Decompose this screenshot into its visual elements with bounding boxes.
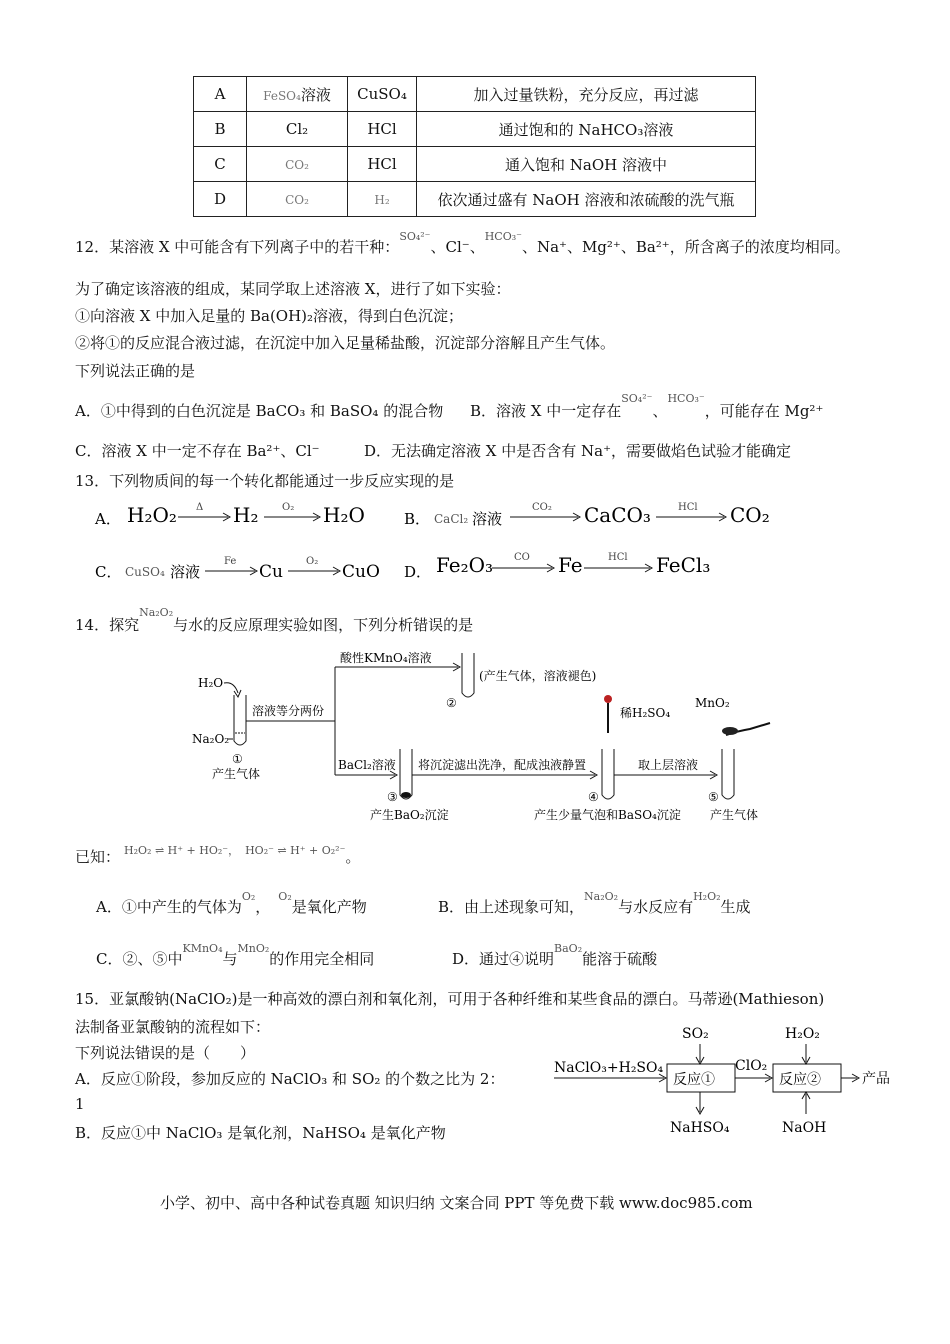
q13-d-mid: Fe — [558, 553, 583, 577]
table-row — [194, 147, 756, 182]
q15-flow-diagram — [552, 1020, 897, 1140]
q12-line4: ②将①的反应混合液过滤，在沉淀中加入足量稀盐酸，沉淀部分溶解且产生气体。 — [75, 334, 616, 352]
substance-cell: CO₂ — [247, 182, 348, 217]
q13-d-reactant: Fe₂O₃ — [436, 553, 494, 577]
q14-stem: 14．探究$^{Na_2O_2}$与水的反应原理实验如图，下列分析错误的是 — [75, 606, 474, 634]
q12-option-c: C．溶液 X 中一定不存在 Ba²⁺、Cl⁻ — [75, 442, 320, 460]
q12-option-d: D．无法确定溶液 X 中是否含有 Na⁺，需要做焰色试验才能确定 — [364, 442, 791, 460]
q13-c-reactant-suffix: 溶液 — [170, 563, 201, 581]
q13-stem: 13．下列物质间的每一个转化都能通过一步反应实现的是 — [75, 472, 455, 490]
q15-line3: 下列说法错误的是（ ） — [75, 1044, 256, 1062]
table-row — [194, 112, 756, 147]
label-split: 溶液等分两份 — [252, 704, 325, 718]
q15-option-b: B．反应①中 NaClO₃ 是氧化剂，NaHSO₄ 是氧化产物 — [75, 1124, 446, 1142]
table-row — [194, 77, 756, 112]
q13-c-cond2: O₂ — [306, 556, 319, 567]
page-footer: 小学、初中、高中各种试卷真题 知识归纳 文案合同 PPT 等免费下载 www.doc985.com — [160, 1194, 753, 1212]
label-upper: 取上层溶液 — [638, 758, 699, 772]
q15-option-a-cont: 1 — [75, 1095, 85, 1113]
q13-label-c: C． — [95, 563, 122, 581]
flow-h2o2: H₂O₂ — [785, 1026, 820, 1042]
dropper-bulb — [604, 695, 612, 703]
label-filter: 将沉淀滤出洗净，配成浊液静置 — [418, 758, 587, 772]
label-obs-2: (产生气体，溶液褪色) — [479, 669, 597, 683]
q13-a-reactant: H₂O₂ — [127, 503, 177, 527]
q14-experiment-diagram — [190, 645, 790, 830]
q13-label-d: D． — [404, 563, 432, 581]
flow-product: 产品 — [862, 1071, 890, 1087]
q13-a-mid: H₂ — [233, 503, 259, 527]
q13-c-mid: Cu — [259, 562, 283, 582]
q14-known: 已知： H₂O₂ ⇌ H⁺ + HO₂⁻， HO₂⁻ ⇌ H⁺ + O₂²⁻。 — [75, 844, 361, 866]
flow-input: NaClO₃+H₂SO₄ — [554, 1060, 664, 1076]
impurity-cell: CuSO₄ — [348, 77, 417, 112]
substance-cell: FeSO₄溶液 — [247, 77, 348, 112]
label-mno2: MnO₂ — [695, 696, 730, 710]
label-obs-3: 产生BaO₂沉淀 — [370, 808, 449, 822]
label-h2o: H₂O — [198, 676, 224, 690]
method-cell: 通入饱和 NaOH 溶液中 — [417, 147, 756, 182]
q12-line5: 下列说法正确的是 — [75, 362, 196, 380]
q13-d-product: FeCl₃ — [656, 553, 711, 577]
q12-option-b: B．溶液 X 中一定存在$^{SO_4^{2-}}$、$^{HCO_3^-}$，可能存在 Mg²⁺ — [470, 392, 824, 420]
q13-b-cond1: CO₂ — [532, 502, 552, 513]
impurity-cell: HCl — [348, 112, 417, 147]
q12-option-a: A．①中得到的白色沉淀是 BaCO₃ 和 BaSO₄ 的混合物 — [75, 402, 444, 420]
q12-stem: 12．某溶液 X 中可能含有下列离子中的若干种：$^{SO_4^{2-}}$、Cl⁻、$^{HCO_3^-}$、Na⁺、Mg²⁺、Ba²⁺，所含离子的浓度均相同。 — [75, 230, 850, 256]
flow-reactor-2: 反应② — [779, 1072, 821, 1088]
impurity-cell: HCl — [348, 147, 417, 182]
q13-c-cond1: Fe — [224, 556, 237, 567]
q14-option-b: B．由上述现象可知，$^{Na_2O_2}$与水反应有$^{H_2O_2}$生成 — [438, 890, 751, 916]
q13-c-reactant: CuSO₄ — [125, 565, 165, 579]
mno2-powder — [722, 727, 738, 735]
q13-a-cond2: O₂ — [282, 502, 295, 513]
q15-option-a: A．反应①阶段，参加反应的 NaClO₃ 和 SO₂ 的个数之比为 2： — [75, 1070, 505, 1088]
flow-nahso4: NaHSO₄ — [670, 1120, 730, 1136]
label-tube-4: ④ — [588, 790, 599, 804]
label-tube-5: ⑤ — [708, 790, 719, 804]
flow-clo2: ClO₂ — [735, 1058, 768, 1074]
test-tube-2 — [462, 653, 474, 697]
q13-a-cond1: Δ — [196, 502, 204, 513]
label-obs-5: 产生气体 — [710, 808, 759, 822]
q15-line2: 法制备亚氯酸钠的流程如下： — [75, 1018, 271, 1036]
test-tube-3 — [400, 749, 412, 799]
impurity-cell: H₂ — [348, 182, 417, 217]
q13-d-cond1: CO — [514, 552, 530, 563]
table-row — [194, 182, 756, 217]
q13-b-product: CO₂ — [730, 503, 770, 527]
q13-b-reactant-suffix: 溶液 — [472, 510, 503, 528]
options-table — [193, 76, 756, 217]
label-tube-1: ① — [232, 752, 243, 766]
q13-b-cond2: HCl — [678, 502, 698, 513]
flow-so2: SO₂ — [682, 1026, 709, 1042]
flow-reactor-1: 反应① — [673, 1072, 715, 1088]
substance-cell: Cl₂ — [247, 112, 348, 147]
test-tube-4 — [602, 749, 614, 799]
q14-option-d: D．通过④说明$^{BaO_2}$能溶于硫酸 — [452, 942, 658, 968]
test-tube-5 — [722, 749, 734, 799]
flow-naoh: NaOH — [782, 1120, 827, 1136]
method-cell: 加入过量铁粉，充分反应，再过滤 — [417, 77, 756, 112]
q13-label-a: A． — [95, 510, 121, 528]
label-obs-4: 产生少量气泡和BaSO₄沉淀 — [534, 808, 681, 822]
label-h2so4: 稀H₂SO₄ — [620, 706, 671, 720]
row-label: B — [194, 112, 247, 147]
substance-cell: CO₂ — [247, 147, 348, 182]
method-cell: 通过饱和的 NaHCO₃溶液 — [417, 112, 756, 147]
q13-options-diagram — [90, 495, 790, 590]
row-label: A — [194, 77, 247, 112]
label-na2o2: Na₂O₂ — [192, 732, 230, 746]
test-tube-1 — [234, 695, 246, 745]
q13-a-product: H₂O — [323, 503, 365, 527]
q15-line1: 15．亚氯酸钠(NaClO₂)是一种高效的漂白剂和氧化剂，可用于各种纤维和某些食品的漂白。马蒂逊(Mathieson) — [75, 990, 825, 1008]
q13-b-mid: CaCO₃ — [584, 503, 651, 527]
label-kmno4: 酸性KMnO₄溶液 — [340, 651, 432, 665]
q13-d-cond2: HCl — [608, 552, 628, 563]
arrow-curve — [224, 683, 238, 693]
label-tube-3: ③ — [387, 790, 398, 804]
q12-line2: 为了确定该溶液的组成，某同学取上述溶液 X，进行了如下实验： — [75, 280, 511, 298]
precipitate-3 — [401, 792, 411, 798]
q14-option-c: C．②、⑤中$^{KMnO_4}$与$^{MnO_2}$的作用完全相同 — [96, 942, 375, 968]
row-label: C — [194, 147, 247, 182]
label-gas-1: 产生气体 — [212, 767, 261, 781]
q13-c-product: CuO — [342, 562, 380, 582]
method-cell: 依次通过盛有 NaOH 溶液和浓硫酸的洗气瓶 — [417, 182, 756, 217]
q12-line3: ①向溶液 X 中加入足量的 Ba(OH)₂溶液，得到白色沉淀； — [75, 307, 464, 325]
q14-option-a: A．①中产生的气体为$^{O_2}$，$^{O_2}$是氧化产物 — [96, 890, 367, 916]
label-tube-2: ② — [446, 696, 457, 710]
label-bacl2: BaCl₂溶液 — [338, 758, 396, 772]
q13-label-b: B． — [404, 510, 431, 528]
q13-b-reactant: CaCl₂ — [434, 512, 469, 526]
row-label: D — [194, 182, 247, 217]
